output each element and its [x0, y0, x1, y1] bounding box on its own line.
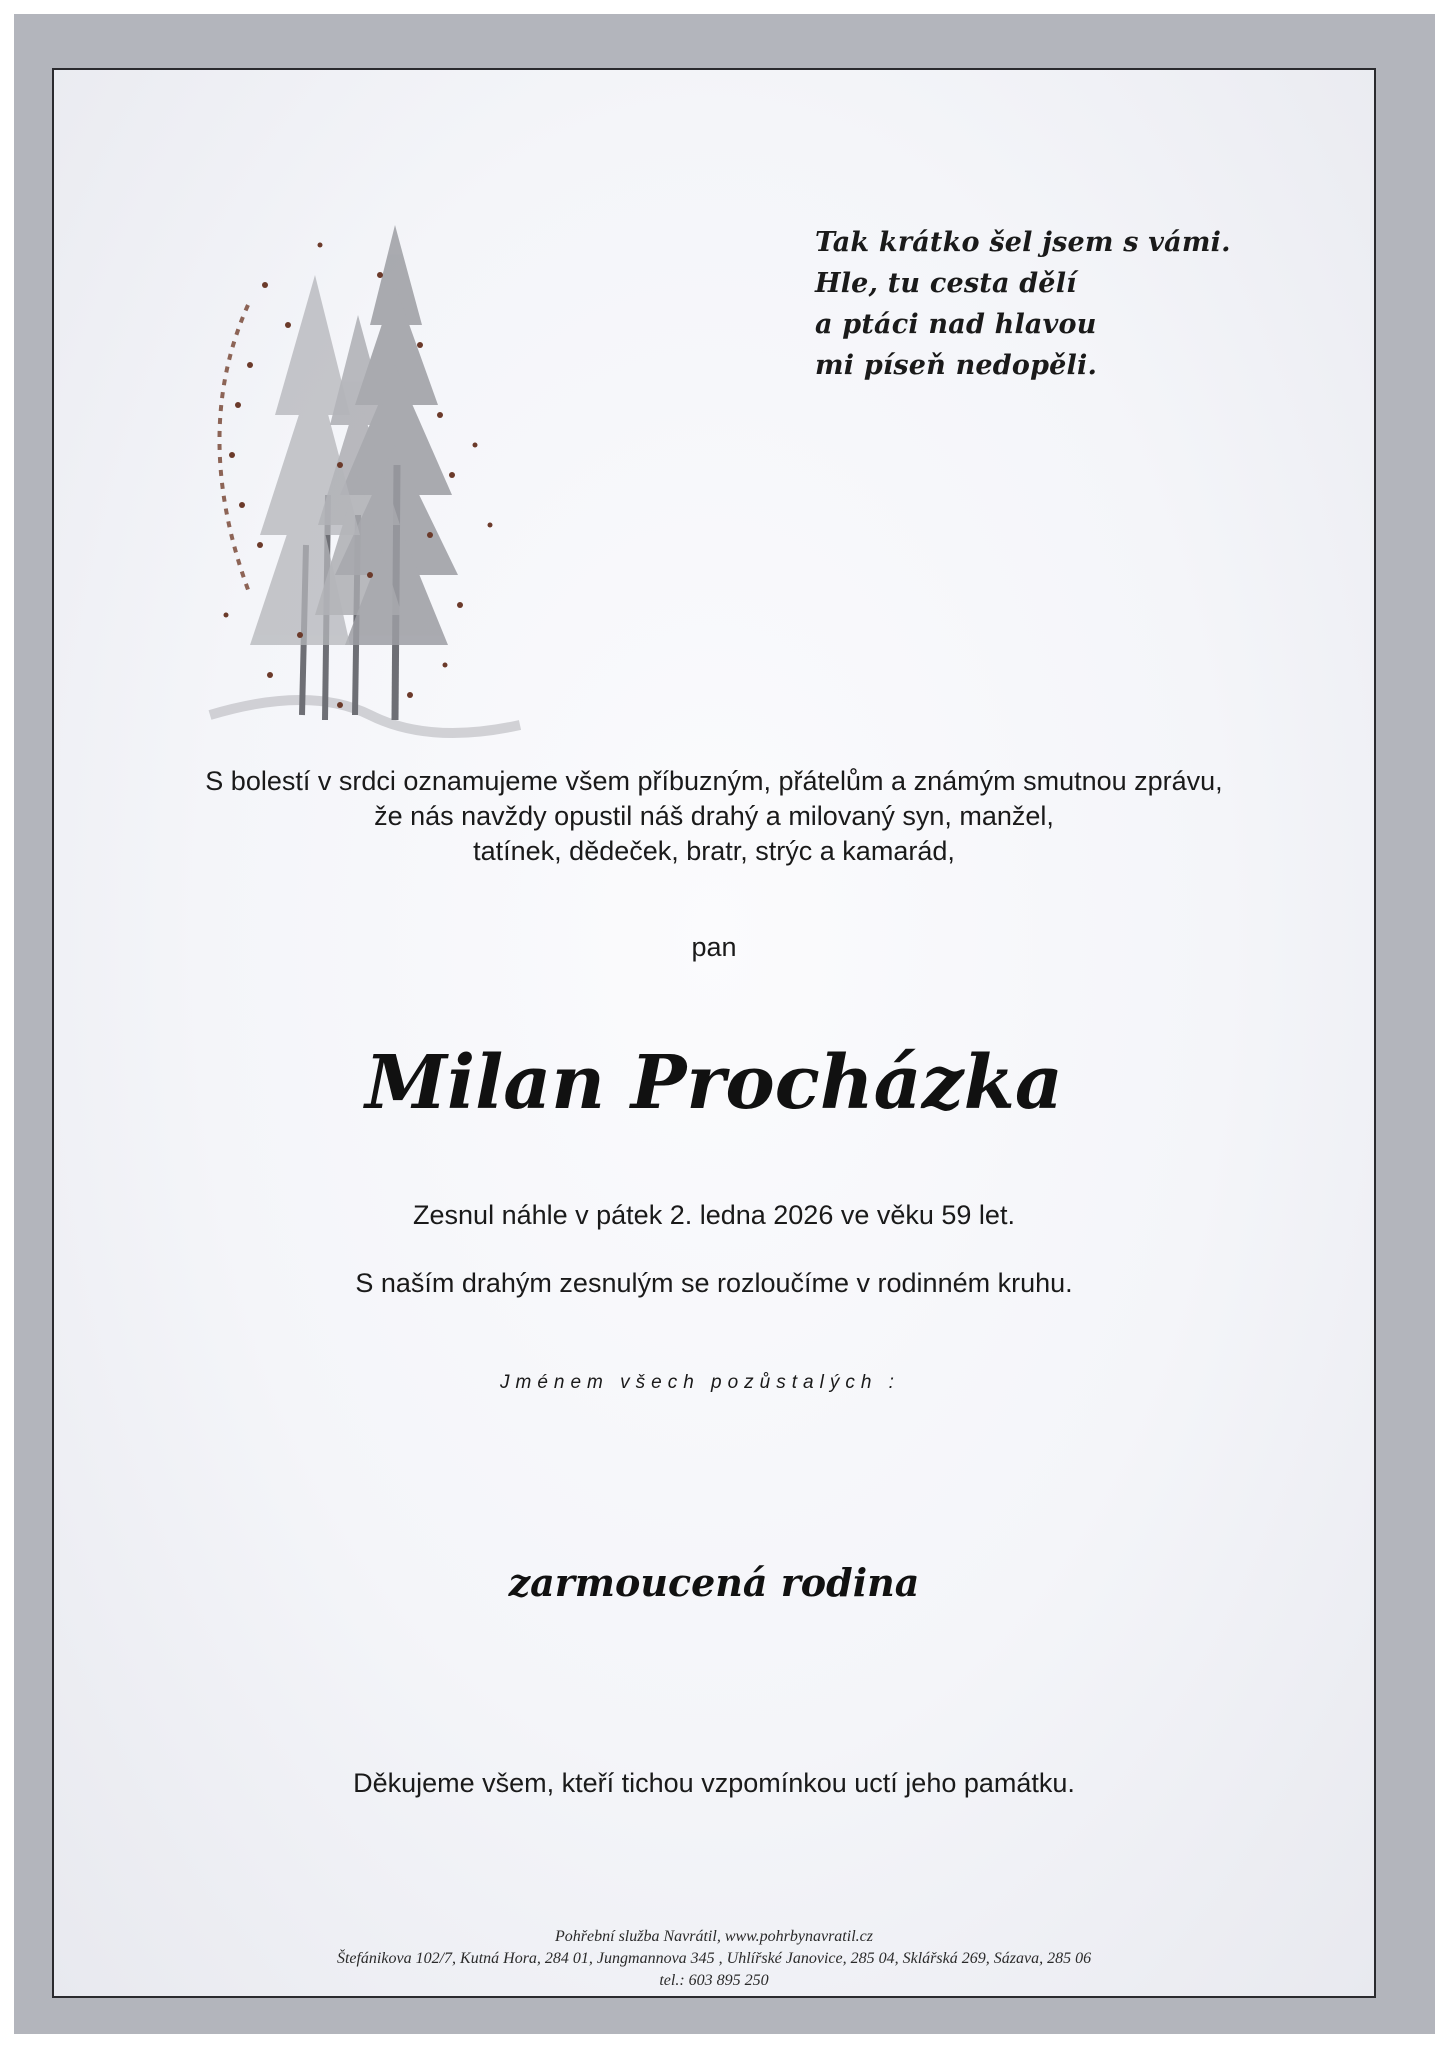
- deceased-name: Milan Procházka: [365, 1040, 1063, 1126]
- poem-line: a ptáci nad hlavou: [815, 309, 1097, 340]
- announcement-text: [52, 764, 1376, 869]
- pine-trees-icon: [190, 215, 550, 755]
- footer-line: tel.: 603 895 250: [659, 1972, 769, 1989]
- footer-line: Štefánikova 102/7, Kutná Hora, 284 01, Jungmannova 345 , Uhlířské Janovice, 285 04, Sklářská 269, Sázava, 285 06: [336, 1950, 1092, 1967]
- poem-line: Hle, tu cesta dělí: [815, 268, 1077, 299]
- announcement-line: tatínek, dědeček, bratr, strýc a kamarád,: [473, 836, 955, 866]
- poem-line: Tak krátko šel jsem s vámi.: [815, 227, 1231, 258]
- on-behalf-label: Jménem všech pozůstalých :: [500, 1372, 900, 1393]
- thanks-text: Děkujeme všem, kteří tichou vzpomínkou uctí jeho památku.: [353, 1768, 1075, 1798]
- footer-line: Pohřební služba Navrátil, www.pohrbynavratil.cz: [555, 1928, 873, 1945]
- memorial-poem: [815, 222, 1231, 386]
- announcement-line: S bolestí v srdci oznamujeme všem příbuzným, přátelům a známým smutnou zprávu,: [205, 766, 1223, 796]
- funeral-service-footer: [52, 1926, 1376, 1992]
- family-signature: zarmoucená rodina: [508, 1560, 920, 1605]
- death-notice: Zesnul náhle v pátek 2. ledna 2026 ve věku 59 let.: [413, 1200, 1015, 1230]
- honorific: pan: [691, 932, 737, 962]
- poem-line: mi píseň nedopěli.: [815, 350, 1098, 381]
- announcement-line: že nás navždy opustil náš drahý a milovaný syn, manžel,: [374, 801, 1054, 831]
- farewell-notice: S naším drahým zesnulým se rozloučíme v rodinném kruhu.: [355, 1268, 1073, 1298]
